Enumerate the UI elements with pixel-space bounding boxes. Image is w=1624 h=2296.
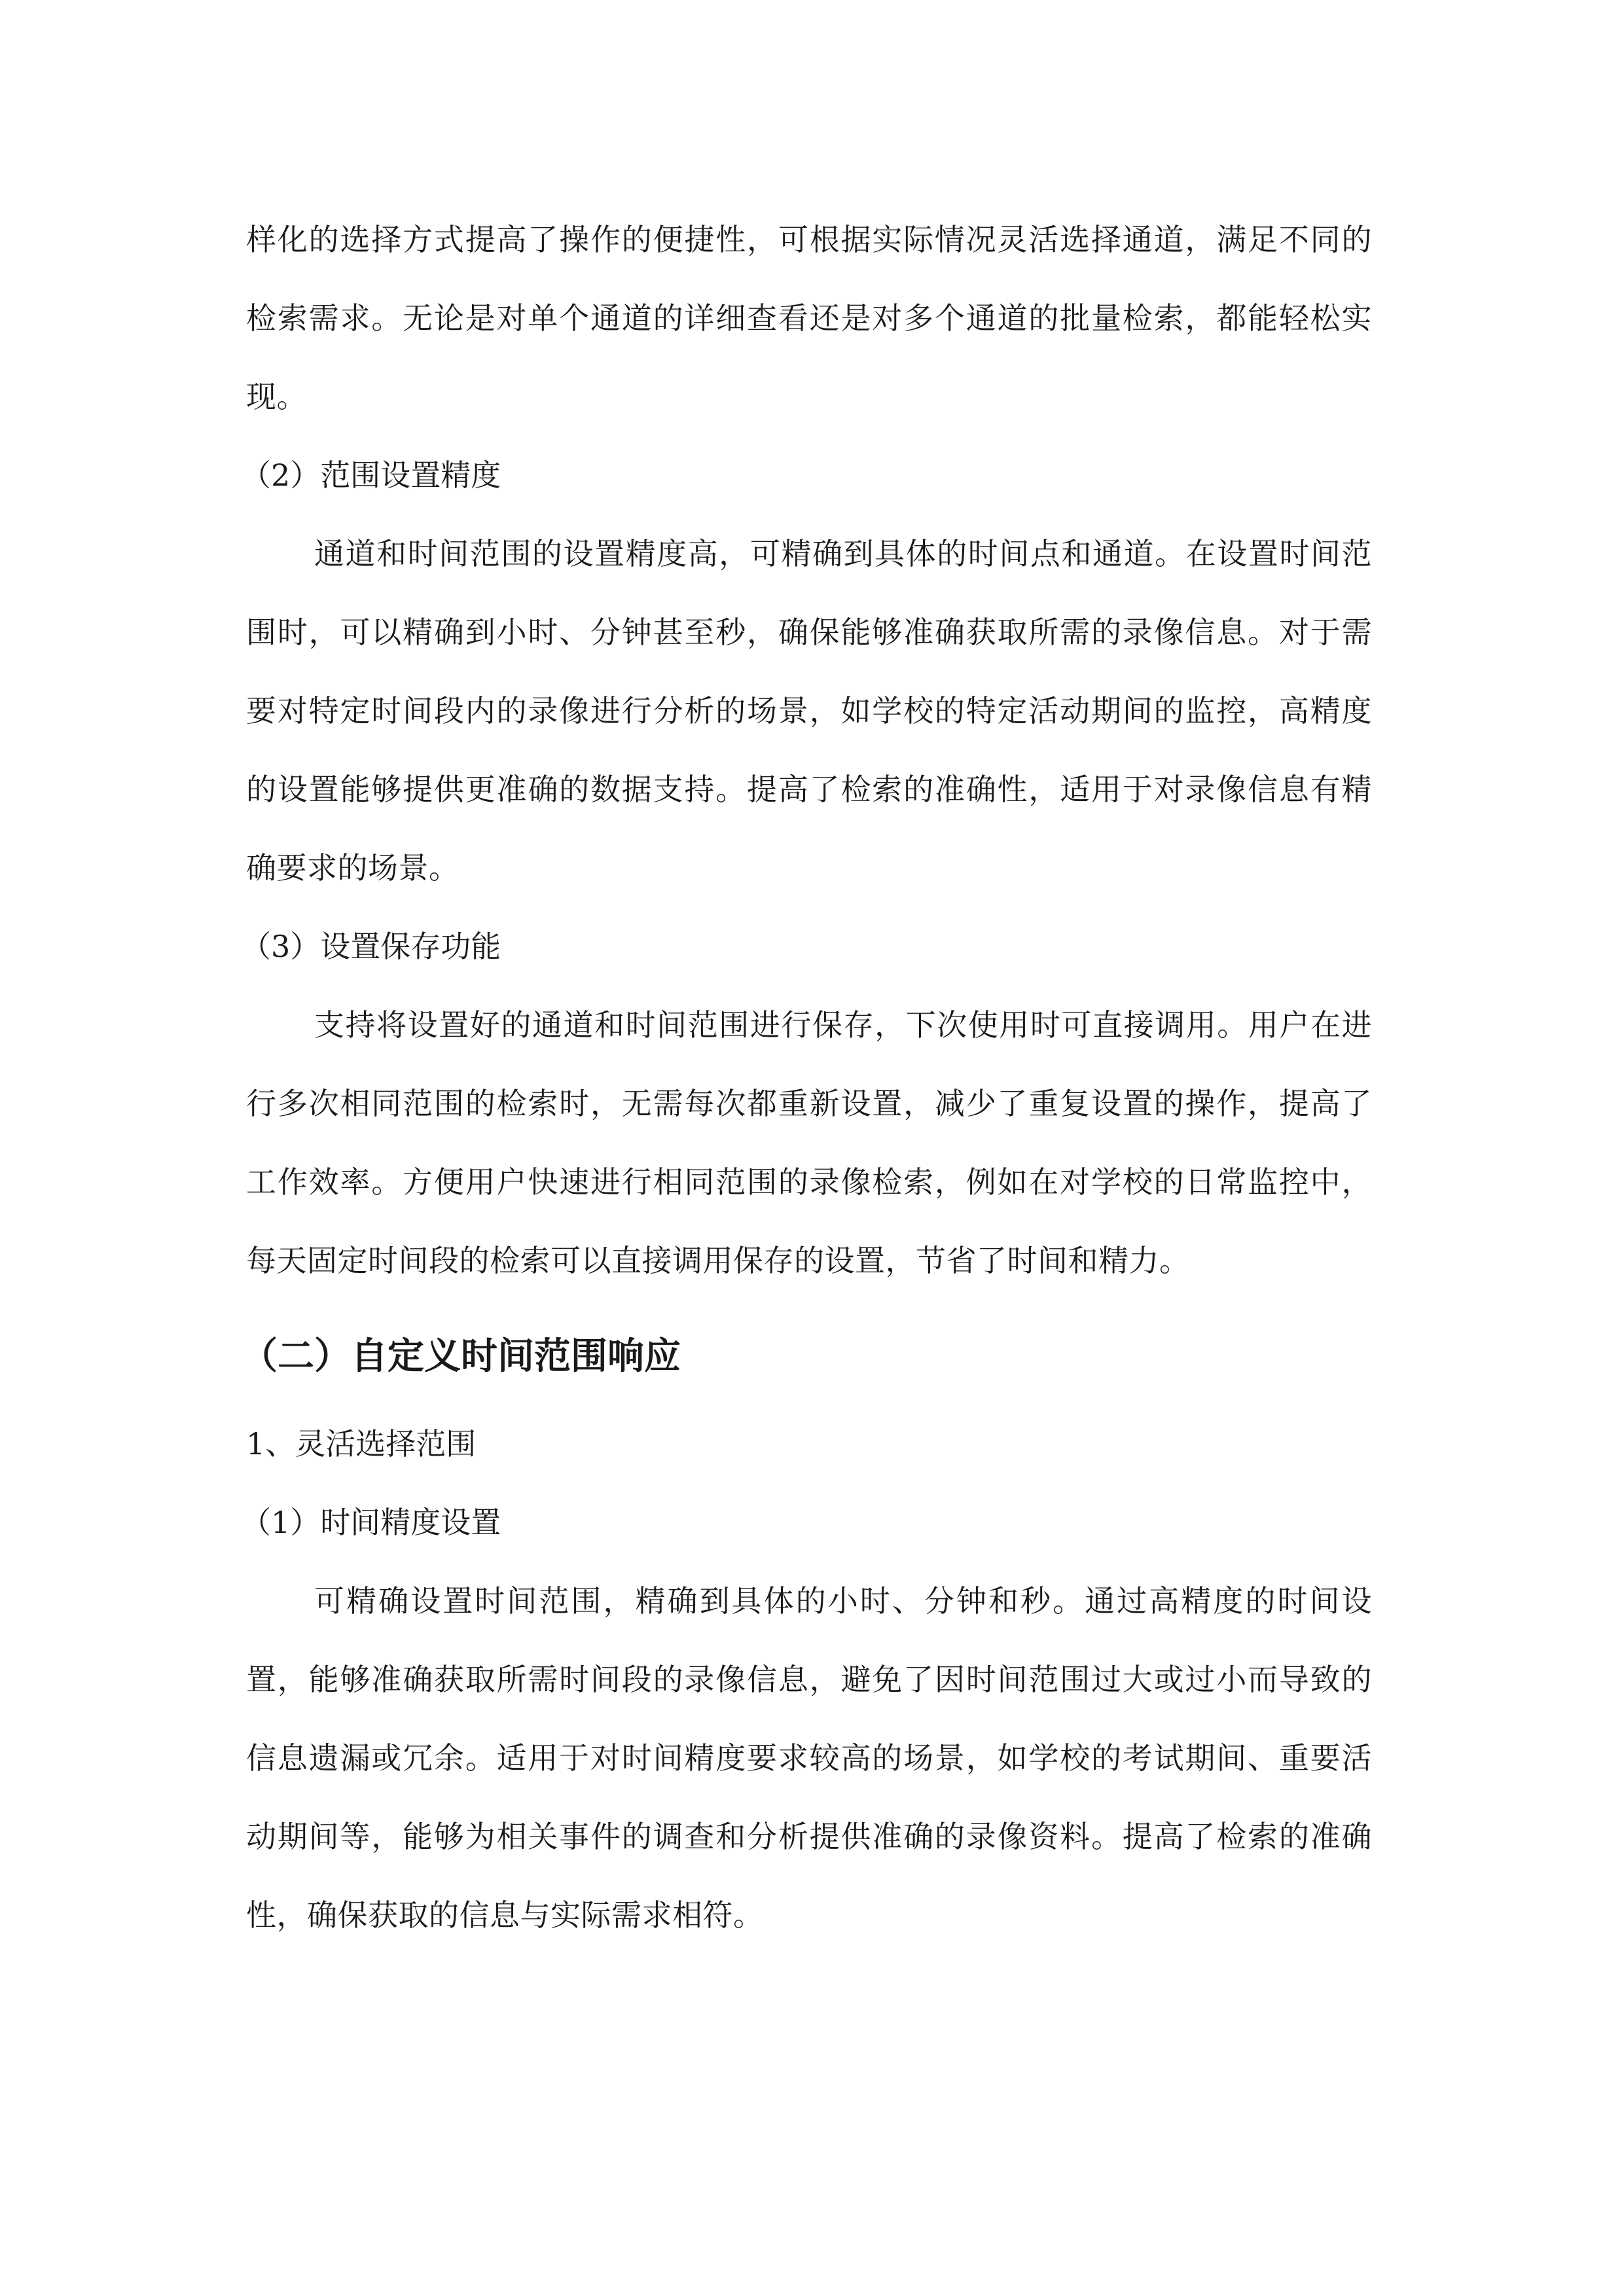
subheading-range-precision: （2）范围设置精度 bbox=[241, 457, 501, 493]
item-heading-flexible-range: 1、灵活选择范围 bbox=[246, 1426, 477, 1462]
subheading-time-precision: （1）时间精度设置 bbox=[241, 1505, 501, 1540]
section-heading-custom-time-range: （二）自定义时间范围响应 bbox=[241, 1335, 681, 1378]
subheading-save-settings: （3）设置保存功能 bbox=[241, 929, 501, 964]
paragraph-save-settings: 支持将设置好的通道和时间范围进行保存，下次使用时可直接调用。用户在进行多次相同范围的检索时，无需每次都重新设置，减少了重复设置的操作，提高了工作效率。方便用户快速进行相同范围的录像检索，例如在对学校的日常监控中，每天固定时间段的检索可以直接调用保存的设置，节省了时间和精力。 bbox=[246, 1007, 1372, 1278]
paragraph-time-precision: 可精确设置时间范围，精确到具体的小时、分钟和秒。通过高精度的时间设置，能够准确获取所需时间段的录像信息，避免了因时间范围过大或过小而导致的信息遗漏或冗余。适用于对时间精度要求较高的场景，如学校的考试期间、重要活动期间等，能够为相关事件的调查和分析提供准确的录像资料。提高了检索的准确性，确保获取的信息与实际需求相符。 bbox=[246, 1583, 1372, 1933]
paragraph-continuation: 样化的选择方式提高了操作的便捷性，可根据实际情况灵活选择通道，满足不同的检索需求。无论是对单个通道的详细查看还是对多个通道的批量检索，都能轻松实现。 bbox=[246, 222, 1372, 414]
document-body bbox=[241, 200, 1372, 1954]
paragraph-range-precision: 通道和时间范围的设置精度高，可精确到具体的时间点和通道。在设置时间范围时，可以精确到小时、分钟甚至秒，确保能够准确获取所需的录像信息。对于需要对特定时间段内的录像进行分析的场景，如学校的特定活动期间的监控，高精度的设置能够提供更准确的数据支持。提高了检索的准确性，适用于对录像信息有精确要求的场景。 bbox=[246, 536, 1372, 886]
